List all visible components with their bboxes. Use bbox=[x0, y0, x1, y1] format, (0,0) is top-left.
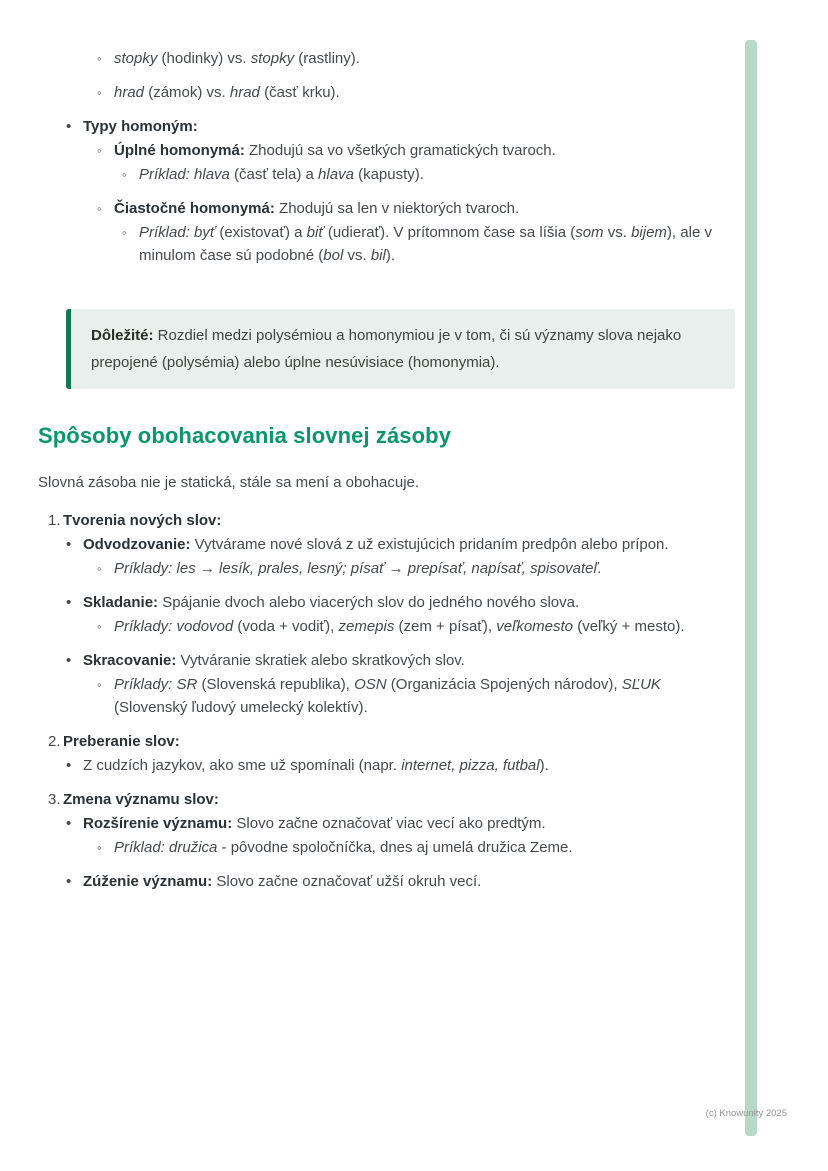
bold-text-run: Úplné homonymá: bbox=[114, 142, 245, 159]
list-item bbox=[38, 754, 735, 777]
bullet-disc-icon: • bbox=[66, 652, 72, 669]
text-run: Slovo začne označovať viac vecí ako predtým. bbox=[232, 815, 546, 832]
important-callout bbox=[66, 309, 735, 389]
text-run: Zhodujú sa len v niektorých tvaroch. bbox=[274, 200, 520, 217]
bullet-circle-icon: ◦ bbox=[122, 225, 127, 240]
item-text bbox=[63, 509, 735, 532]
item-text bbox=[139, 163, 735, 186]
intro-paragraph: Slovná zásoba nie je statická, stále sa mení a obohacuje. bbox=[38, 474, 420, 491]
text-run: (časť tela) a bbox=[229, 166, 319, 183]
italic-text-run: zemepis bbox=[338, 618, 395, 635]
text-run: vs. bbox=[603, 224, 632, 241]
bullet-circle-icon: ◦ bbox=[97, 85, 102, 100]
list-item bbox=[38, 673, 735, 719]
list-item bbox=[38, 81, 735, 104]
text-run: Vytváranie skratiek alebo skratkových slov. bbox=[176, 652, 465, 669]
enrichment-list bbox=[38, 509, 735, 893]
list-item bbox=[38, 163, 735, 186]
italic-text-run: som bbox=[575, 224, 604, 241]
numbered-list-item bbox=[38, 730, 735, 753]
list-item bbox=[38, 836, 735, 859]
item-text bbox=[83, 533, 735, 556]
item-text bbox=[114, 47, 735, 70]
item-number: 1. bbox=[48, 512, 61, 529]
copyright-footer: (c) Knowunity 2025 bbox=[705, 1108, 787, 1119]
text-run: (veľký + mesto). bbox=[573, 618, 685, 635]
italic-text-run: Príklad: byť bbox=[139, 224, 216, 241]
bullet-disc-icon: • bbox=[66, 118, 72, 135]
text-run: ). bbox=[385, 247, 396, 264]
bullet-disc-icon: • bbox=[66, 757, 72, 774]
list-item bbox=[38, 47, 735, 70]
bullet-circle-icon: ◦ bbox=[97, 619, 102, 634]
text-run: (udierať). V prítomnom čase sa líšia ( bbox=[323, 224, 576, 241]
text-run: (zem + písať), bbox=[394, 618, 497, 635]
text-run: (voda + vodiť), bbox=[233, 618, 339, 635]
italic-text-run: veľkomesto bbox=[496, 618, 574, 635]
item-text bbox=[63, 788, 735, 811]
list-item bbox=[38, 533, 735, 556]
italic-text-run: Príklady: vodovod bbox=[114, 618, 234, 635]
list-item bbox=[38, 615, 735, 638]
callout-text bbox=[91, 322, 715, 376]
italic-text-run: bol bbox=[323, 247, 344, 264]
item-text bbox=[83, 115, 735, 138]
italic-text-run: hlava bbox=[318, 166, 354, 183]
item-text bbox=[63, 730, 735, 753]
bold-text-run: Preberanie slov: bbox=[63, 733, 180, 750]
bold-text-run: Rozšírenie významu: bbox=[83, 815, 233, 832]
text-run: ). bbox=[539, 757, 549, 774]
text-run: (hodinky) vs. bbox=[157, 50, 251, 67]
bold-text-run: Typy homoným: bbox=[83, 118, 198, 135]
list-item bbox=[38, 812, 735, 835]
italic-text-run: stopky bbox=[114, 50, 158, 67]
italic-text-run: hrad bbox=[114, 84, 145, 101]
bold-text-run: Skladanie: bbox=[83, 594, 159, 611]
italic-text-run: bil bbox=[370, 247, 386, 264]
numbered-list-item bbox=[38, 788, 735, 811]
item-text bbox=[83, 754, 735, 777]
text-run: (časť krku). bbox=[259, 84, 340, 101]
italic-text-run: internet, pizza, futbal bbox=[401, 757, 540, 774]
text-run: Zhodujú sa vo všetkých gramatických tvaroch. bbox=[244, 142, 556, 159]
text-run: Z cudzích jazykov, ako sme už spomínali (napr. bbox=[83, 757, 402, 774]
section-heading: Spôsoby obohacovania slovnej zásoby bbox=[38, 423, 452, 448]
bullet-disc-icon: • bbox=[66, 594, 72, 611]
bold-text-run: Dôležité: bbox=[91, 327, 154, 344]
item-text bbox=[139, 221, 735, 267]
bullet-disc-icon: • bbox=[66, 815, 72, 832]
text-run: (kapusty). bbox=[353, 166, 424, 183]
text-run: (existovať) a bbox=[215, 224, 307, 241]
text-run: (Slovenská republika), bbox=[197, 676, 355, 693]
text-run: (rastliny). bbox=[294, 50, 360, 67]
italic-text-run: Príklady: les → lesík, prales, lesný; písať → prepísať, napísať, spisovateľ. bbox=[114, 560, 602, 577]
italic-text-run: OSN bbox=[354, 676, 387, 693]
bullet-circle-icon: ◦ bbox=[97, 143, 102, 158]
item-text bbox=[114, 81, 735, 104]
item-text bbox=[83, 812, 735, 835]
italic-text-run: Príklady: SR bbox=[114, 676, 198, 693]
text-run: Slovo začne označovať užší okruh vecí. bbox=[212, 873, 482, 890]
list-item bbox=[38, 649, 735, 672]
item-text bbox=[114, 139, 735, 162]
list-item bbox=[38, 139, 735, 162]
item-number: 2. bbox=[48, 733, 61, 750]
text-run: ), ale v minulom čase sú podobné ( bbox=[139, 224, 712, 264]
item-text bbox=[83, 870, 735, 893]
italic-text-run: stopky bbox=[250, 50, 295, 67]
list-item bbox=[38, 591, 735, 614]
italic-text-run: Príklad: družica bbox=[114, 839, 218, 856]
numbered-list-item bbox=[38, 509, 735, 532]
italic-text-run: hrad bbox=[229, 84, 260, 101]
text-run: (zámok) vs. bbox=[144, 84, 230, 101]
text-run: Vytvárame nové slová z už existujúcich pridaním predpôn alebo prípon. bbox=[190, 536, 669, 553]
bullet-circle-icon: ◦ bbox=[97, 561, 102, 576]
italic-text-run: Príklad: hlava bbox=[139, 166, 230, 183]
text-run: (Slovenský ľudový umelecký kolektív). bbox=[114, 699, 368, 716]
italic-text-run: bijem bbox=[631, 224, 667, 241]
bold-text-run: Zúženie významu: bbox=[83, 873, 213, 890]
text-run: (Organizácia Spojených národov), bbox=[386, 676, 622, 693]
italic-text-run: SĽUK bbox=[621, 676, 661, 693]
bullet-circle-icon: ◦ bbox=[97, 201, 102, 216]
bold-text-run: Odvodzovanie: bbox=[83, 536, 191, 553]
page-edge-stripe bbox=[745, 40, 757, 1136]
item-text bbox=[83, 591, 735, 614]
bold-text-run: Čiastočné homonymá: bbox=[114, 200, 275, 217]
text-run: - pôvodne spoločníčka, dnes aj umelá družica Zeme. bbox=[217, 839, 573, 856]
bullet-circle-icon: ◦ bbox=[97, 677, 102, 692]
bullet-disc-icon: • bbox=[66, 873, 72, 890]
item-text bbox=[114, 836, 735, 859]
text-run: Spájanie dvoch alebo viacerých slov do jedného nového slova. bbox=[158, 594, 580, 611]
italic-text-run: biť bbox=[306, 224, 324, 241]
list-item bbox=[38, 221, 735, 267]
bold-text-run: Zmena významu slov: bbox=[63, 791, 219, 808]
list-item bbox=[38, 557, 735, 580]
bold-text-run: Skracovanie: bbox=[83, 652, 177, 669]
homonyms-list bbox=[38, 47, 735, 267]
list-item bbox=[38, 115, 735, 138]
item-number: 3. bbox=[48, 791, 61, 808]
item-text bbox=[114, 557, 735, 580]
item-text bbox=[114, 197, 735, 220]
list-item bbox=[38, 197, 735, 220]
item-text bbox=[83, 649, 735, 672]
bullet-disc-icon: • bbox=[66, 536, 72, 553]
item-text bbox=[114, 673, 735, 719]
item-text bbox=[114, 615, 735, 638]
text-run: vs. bbox=[343, 247, 371, 264]
bullet-circle-icon: ◦ bbox=[122, 167, 127, 182]
bullet-circle-icon: ◦ bbox=[97, 51, 102, 66]
bullet-circle-icon: ◦ bbox=[97, 840, 102, 855]
text-run: Rozdiel medzi polysémiou a homonymiou je v tom, či sú významy slova nejako prepojené (polysémia) alebo úplne nesúvisiace (homonymia). bbox=[91, 327, 682, 371]
bold-text-run: Tvorenia nových slov: bbox=[63, 512, 222, 529]
list-item bbox=[38, 870, 735, 893]
